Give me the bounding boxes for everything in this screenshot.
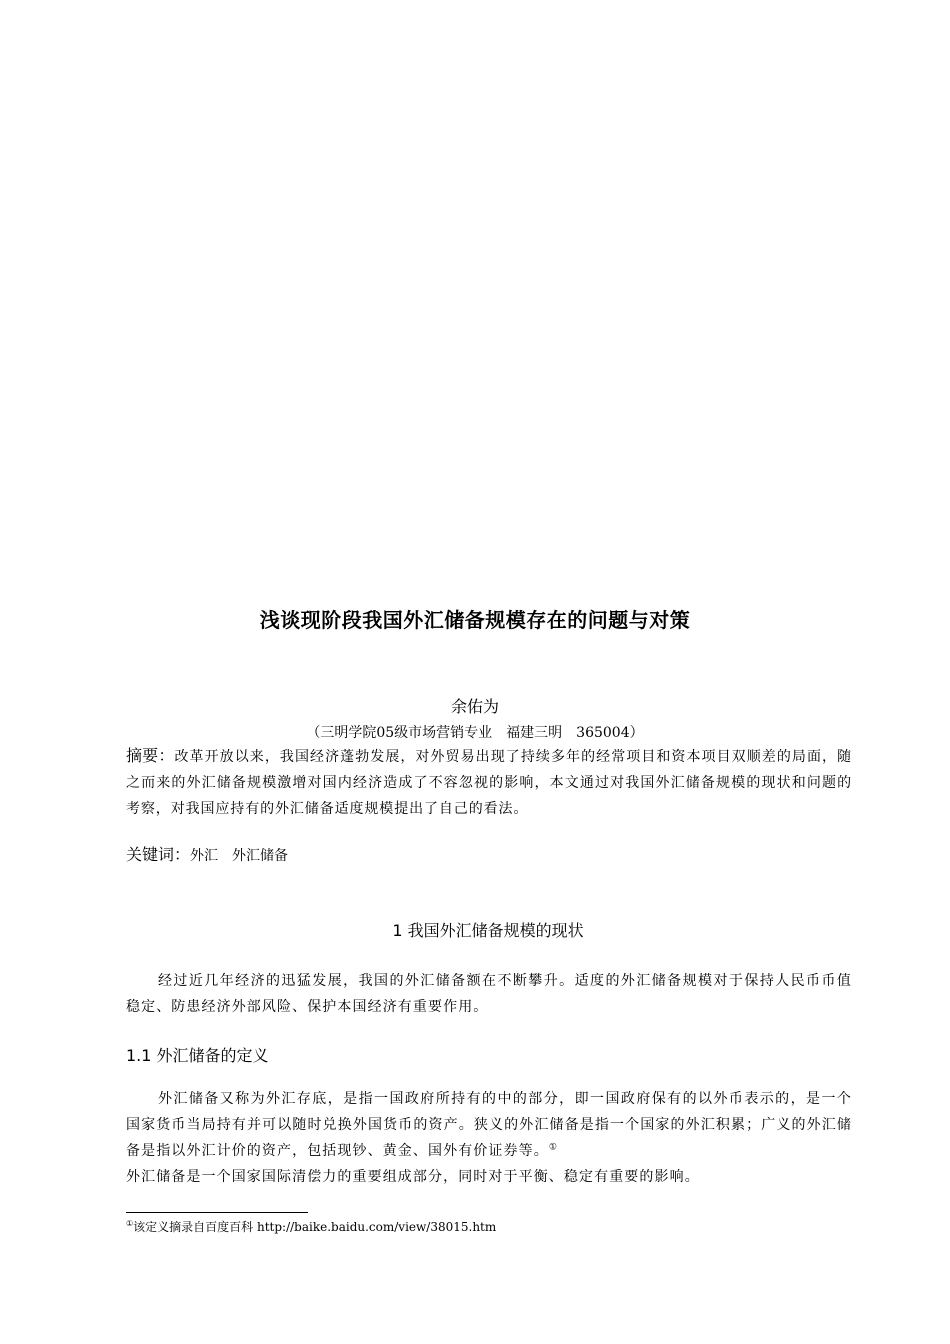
abstract-text: 改革开放以来，我国经济蓬勃发展，对外贸易出现了持续多年的经常项目和资本项目双顺差的局面，随之而来的外汇储备规模激增对国内经济造成了不容忽视的影响，本文通过对我国外汇储备规模的现状和问题的考察，对我国应持有的外汇储备适度规模提出了自己的看法。 xyxy=(126,749,852,817)
footnote-text: 该定义摘录自百度百科 http://baike.baidu.com/view/38015.htm xyxy=(133,1220,497,1234)
keywords-label: 关键词： xyxy=(126,845,191,864)
definition-paragraph xyxy=(126,1086,852,1190)
abstract-label: 摘要： xyxy=(126,746,175,765)
footnote-reference[interactable]: ① xyxy=(548,1142,558,1153)
definition-text-continued: 外汇储备是一个国家国际清偿力的重要组成部分，同时对于平衡、稳定有重要的影响。 xyxy=(126,1169,700,1185)
subsection-heading: 1.1 外汇储备的定义 xyxy=(126,1046,269,1065)
definition-text: 外汇储备又称为外汇存底，是指一国政府所持有的中的部分，即一国政府保有的以外币表示的，是一个国家货币当局持有并可以随时兑换外国货币的资产。狭义的外汇储备是指一个国家的外汇积累；广义的外汇储备是指以外汇计价的资产，包括现钞、黄金、国外有价证券等。 xyxy=(126,1091,852,1159)
footnote xyxy=(126,1218,496,1236)
section-heading: 1 我国外汇储备规模的现状 xyxy=(392,921,584,940)
author-affiliation: （三明学院05级市场营销专业 福建三明 365004） xyxy=(306,725,644,741)
paper-title: 浅谈现阶段我国外汇储备规模存在的问题与对策 xyxy=(259,608,691,632)
author-name: 余佑为 xyxy=(450,697,499,716)
abstract xyxy=(126,743,852,822)
keywords xyxy=(126,844,288,867)
footnote-mark: ① xyxy=(126,1219,134,1228)
section-paragraph: 经过近几年经济的迅猛发展，我国的外汇储备额在不断攀升。适度的外汇储备规模对于保持人民币币值稳定、防患经济外部风险、保护本国经济有重要作用。 xyxy=(126,973,852,1015)
footnote-divider xyxy=(126,1212,308,1213)
keywords-text: 外汇 外汇储备 xyxy=(190,848,289,864)
